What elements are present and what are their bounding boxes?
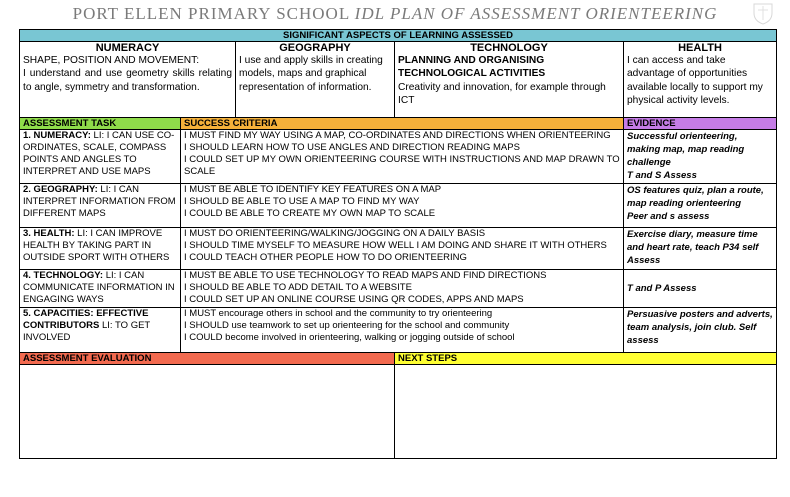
criteria-must: I MUST DO ORIENTEERING/WALKING/JOGGING ON A DAILY BASIS — [184, 228, 486, 239]
task-cell — [20, 130, 181, 184]
aspect-line: I use and apply skills in creating models, maps and graphical representation of information. — [239, 55, 383, 93]
assessment-table — [19, 29, 777, 459]
table-row — [20, 270, 777, 308]
aspect-line: I understand and use geometry skills relating to angle, symmetry and transformation. — [23, 68, 232, 93]
criteria-could: I COULD TEACH OTHER PEOPLE HOW TO DO ORIENTEERING — [184, 252, 467, 263]
task-cell — [20, 270, 181, 308]
table-row — [20, 308, 777, 353]
table-row — [20, 184, 777, 228]
criteria-cell — [181, 270, 624, 308]
task-heading: 3. HEALTH: — [23, 228, 75, 239]
evidence-cell — [624, 130, 777, 184]
aspect-title: GEOGRAPHY — [279, 42, 351, 54]
column-header-evidence: EVIDENCE — [624, 118, 777, 130]
column-header-task: ASSESSMENT TASK — [20, 118, 181, 130]
criteria-could: I COULD become involved in orienteering, walking or jogging outside of school — [184, 332, 515, 343]
criteria-must: I MUST BE ABLE TO IDENTIFY KEY FEATURES ON A MAP — [184, 184, 442, 195]
next-steps-header: NEXT STEPS — [395, 353, 777, 365]
document-title — [0, 4, 790, 24]
table-row — [20, 228, 777, 270]
evaluation-area[interactable] — [20, 365, 395, 459]
evidence-cell — [624, 308, 777, 353]
task-heading: 5. CAPACITIES: EFFECTIVE CONTRIBUTORS — [23, 308, 149, 331]
aspect-geography — [236, 42, 395, 118]
task-heading: 4. TECHNOLOGY: — [23, 270, 104, 281]
evidence-cell — [624, 228, 777, 270]
evidence-cell — [624, 270, 777, 308]
task-text: LI: I CAN IMPROVE HEALTH BY TAKING PART IN OUTSIDE SPORT WITH OTHERS — [23, 228, 170, 263]
table-row — [20, 130, 777, 184]
criteria-should: I SHOULD LEARN HOW TO USE ANGLES AND DIRECTION READING MAPS — [184, 142, 520, 153]
school-crest-icon — [750, 0, 776, 26]
aspect-line: Creativity and innovation, for example through ICT — [398, 81, 606, 107]
school-name: PORT ELLEN PRIMARY SCHOOL — [72, 4, 351, 23]
criteria-could: I COULD SET UP AN ONLINE COURSE USING QR CODES, APPS AND MAPS — [184, 294, 524, 305]
evidence-text: Peer and s assess — [627, 211, 710, 222]
task-cell — [20, 184, 181, 228]
evidence-text: Persuasive posters and adverts, team analysis, join club. Self assess — [627, 309, 773, 346]
criteria-should: I SHOULD TIME MYSELF TO MEASURE HOW WELL I AM DOING AND SHARE IT WITH OTHERS — [184, 240, 607, 251]
evidence-cell — [624, 184, 777, 228]
criteria-cell — [181, 308, 624, 353]
plan-title: IDL PLAN OF ASSESSMENT ORIENTEERING — [354, 4, 718, 23]
criteria-cell — [181, 228, 624, 270]
evidence-text: OS features quiz, plan a route, map reading orienteering — [627, 185, 764, 209]
aspects-banner: SIGNIFICANT ASPECTS OF LEARNING ASSESSED — [20, 30, 777, 42]
criteria-should: I SHOULD BE ABLE TO USE A MAP TO FIND MY WAY — [184, 196, 420, 207]
task-text: LI: I CAN INTERPRET INFORMATION FROM DIFFERENT MAPS — [23, 184, 176, 219]
aspect-line: SHAPE, POSITION AND MOVEMENT: — [23, 55, 200, 66]
criteria-must: I MUST BE ABLE TO USE TECHNOLOGY TO READ MAPS AND FIND DIRECTIONS — [184, 270, 547, 281]
aspect-title: TECHNOLOGY — [470, 42, 548, 54]
aspect-title: HEALTH — [678, 42, 722, 54]
task-text: LI: I CAN COMMUNICATE INFORMATION IN ENGAGING WAYS — [23, 270, 175, 305]
task-heading: 2. GEOGRAPHY: — [23, 184, 98, 195]
criteria-cell — [181, 184, 624, 228]
evidence-text: T and S Assess — [627, 170, 697, 181]
task-heading: 1. NUMERACY: — [23, 130, 91, 141]
aspect-line: I can access and take advantage of opportunities available locally to support my physical activity levels. — [627, 55, 763, 107]
aspect-numeracy — [20, 42, 236, 118]
evidence-text: Successful orienteering, making map, map reading challenge — [627, 131, 745, 168]
task-cell — [20, 308, 181, 353]
criteria-must: I MUST encourage others in school and the community to try orienteering — [184, 308, 493, 319]
aspect-title: NUMERACY — [95, 42, 160, 54]
evaluation-header: ASSESSMENT EVALUATION — [20, 353, 395, 365]
criteria-could: I COULD SET UP MY OWN ORIENTEERING COURSE WITH INSTRUCTIONS AND MAP DRAWN TO SCALE — [184, 154, 620, 177]
aspect-health — [624, 42, 777, 118]
criteria-must: I MUST FIND MY WAY USING A MAP, CO-ORDINATES AND DIRECTIONS WHEN ORIENTEERING — [184, 130, 611, 141]
criteria-should: I SHOULD use teamwork to set up orienteering for the school and community — [184, 320, 510, 331]
aspect-line: PLANNING AND ORGANISING TECHNOLOGICAL ACTIVITIES — [398, 55, 546, 80]
task-text: LI: I CAN USE CO-ORDINATES, SCALE, COMPASS POINTS AND ANGLES TO INTERPRET AND USE MAPS — [23, 130, 175, 177]
criteria-cell — [181, 130, 624, 184]
column-header-criteria: SUCCESS CRITERIA — [181, 118, 624, 130]
task-text: LI: TO GET INVOLVED — [23, 320, 151, 343]
evidence-text: T and P Assess — [627, 283, 697, 294]
criteria-could: I COULD BE ABLE TO CREATE MY OWN MAP TO SCALE — [184, 208, 436, 219]
next-steps-area[interactable] — [395, 365, 777, 459]
criteria-should: I SHOULD BE ABLE TO ADD DETAIL TO A WEBSITE — [184, 282, 412, 293]
task-cell — [20, 228, 181, 270]
aspect-technology — [395, 42, 624, 118]
evidence-text: Exercise diary, measure time and heart rate, teach P34 self Assess — [627, 229, 759, 266]
